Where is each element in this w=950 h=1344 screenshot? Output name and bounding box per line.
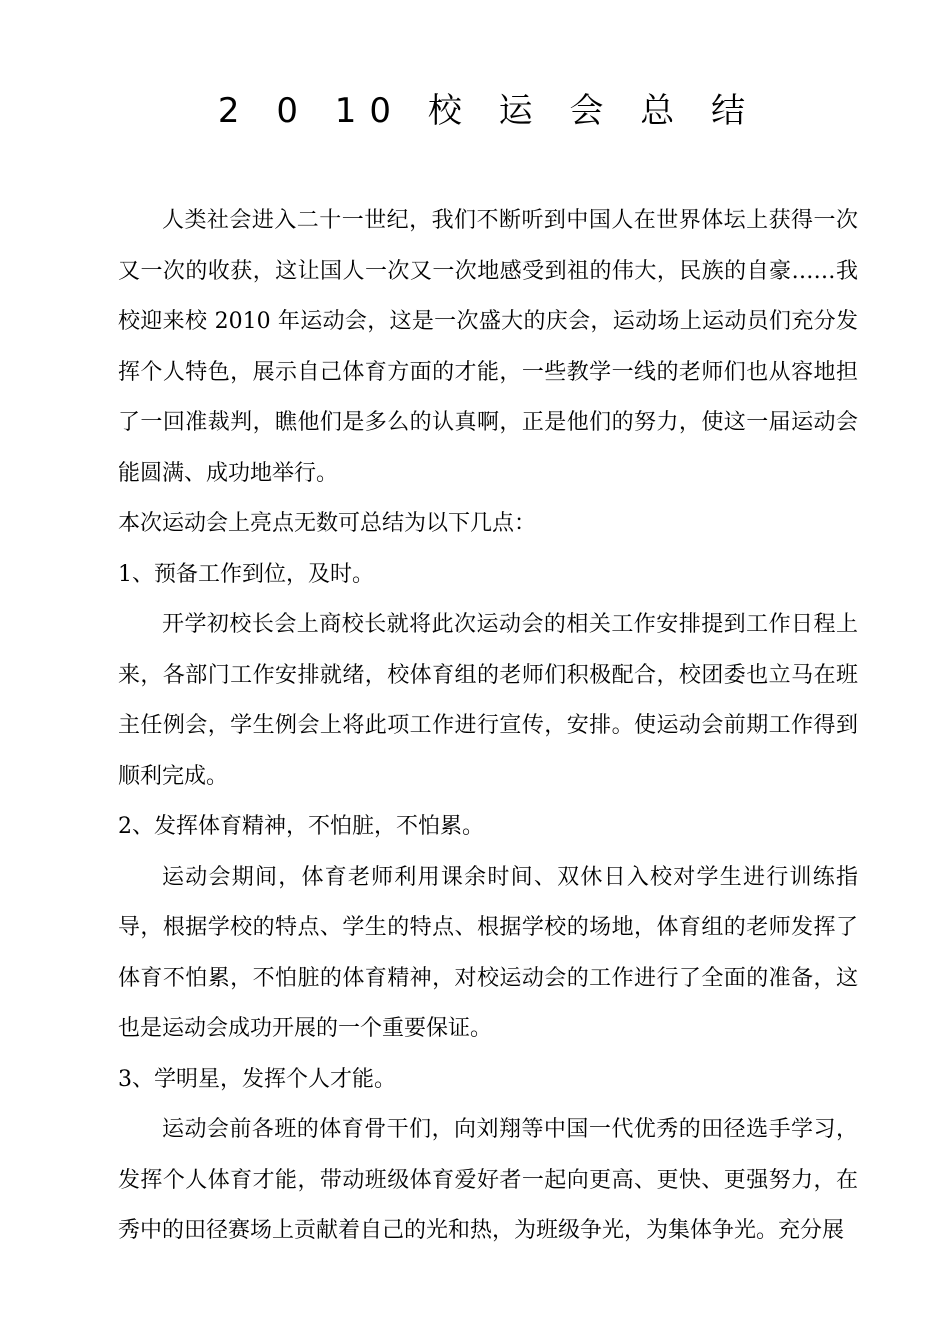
paragraph-intro: 人类社会进入二十一世纪，我们不断听到中国人在世界体坛上获得一次又一次的收获，这让国人一次又一次地感受到祖的伟大，民族的自豪……我校迎来校 2010 年运动会，这是一次盛大的庆会，运动场上运动员们充分发挥个人特色，展示自己体育方面的才能，一些教学一线的老师们也从容地担了一回准裁判，瞧他们是多么的认真啊，正是他们的努力，使这一届运动会能圆满、成功地举行。	[118, 208, 858, 486]
paragraph-point-2: 运动会期间，体育老师利用课余时间、双休日入校对学生进行训练指导，根据学校的特点、学生的特点、根据学校的场地，体育组的老师发挥了体育不怕累，不怕脏的体育精神，对校运动会的工作进行了全面的准备，这也是运动会成功开展的一个重要保证。	[118, 864, 858, 1041]
paragraph-point-1: 开学初校长会上商校长就将此次运动会的相关工作安排提到工作日程上来，各部门工作安排就绪，校体育组的老师们积极配合，校团委也立马在班主任例会，学生例会上将此项工作进行宣传，安排。使运动会前期工作得到顺利完成。	[118, 612, 858, 789]
paragraph-point-3: 运动会前各班的体育骨干们，向刘翔等中国一代优秀的田径选手学习，发挥个人体育才能，带动班级体育爱好者一起向更高、更快、更强努力，在秀中的田径赛场上贡献着自己的光和热，为班级争光，为集体争光。充分展	[118, 1117, 858, 1243]
heading-point-2: 2、发挥体育精神，不怕脏，不怕累。	[118, 814, 484, 839]
paragraph-summary-lead: 本次运动会上亮点无数可总结为以下几点：	[118, 511, 537, 536]
document-body	[118, 196, 858, 1257]
document-page	[118, 0, 858, 1344]
heading-point-3: 3、学明星，发挥个人才能。	[118, 1066, 396, 1092]
heading-point-1: 1、预备工作到位，及时。	[118, 561, 374, 587]
document-title: 2 0 10 校 运 会 总 结	[217, 91, 759, 131]
